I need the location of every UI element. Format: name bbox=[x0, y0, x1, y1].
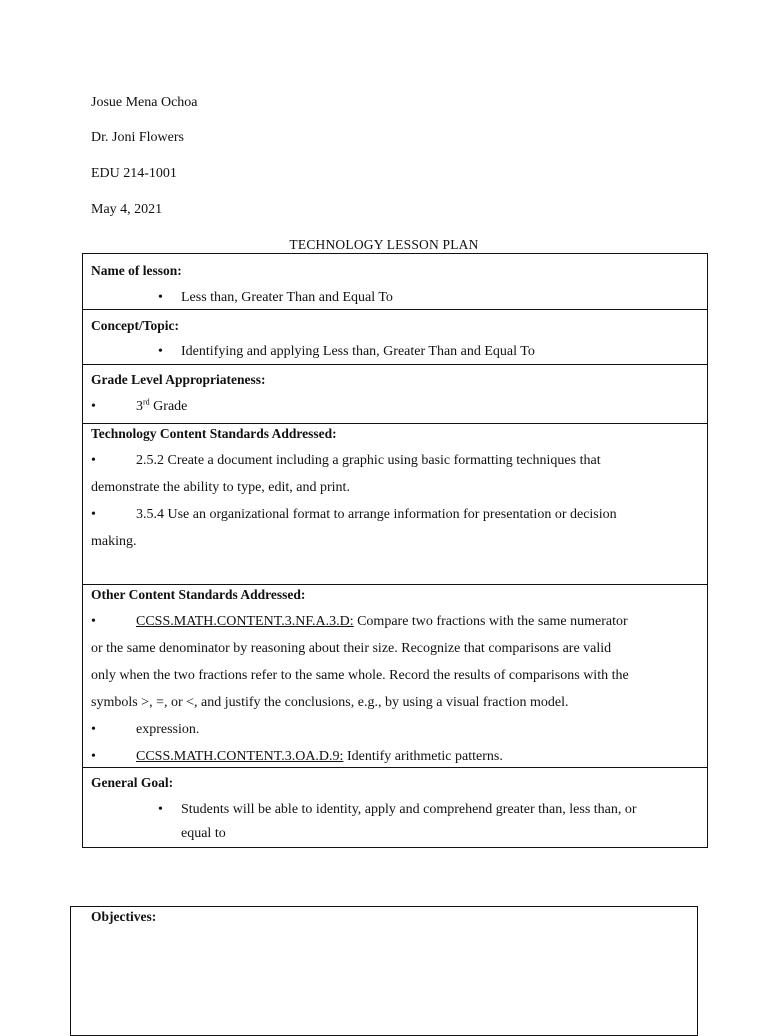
technology-standards-heading: Technology Content Standards Addressed: bbox=[91, 426, 337, 441]
section-other-standards bbox=[83, 584, 707, 767]
grade-level-heading: Grade Level Appropriateness: bbox=[91, 372, 266, 387]
other-standard-1-line-4: symbols >, =, or <, and justify the conclusions, e.g., by using a visual fraction model. bbox=[91, 695, 569, 710]
other-standard-1-line-2: or the same denominator by reasoning about their size. Recognize that comparisons are valid bbox=[91, 641, 612, 656]
bullet: • bbox=[158, 802, 163, 817]
bullet: • bbox=[91, 749, 96, 764]
bullet: • bbox=[91, 722, 96, 737]
section-name-of-lesson bbox=[83, 253, 707, 309]
course-code: EDU 214-1001 bbox=[91, 166, 177, 181]
bullet: • bbox=[91, 399, 96, 414]
lesson-plan-table bbox=[82, 253, 708, 848]
bullet: • bbox=[158, 344, 163, 359]
name-of-lesson-heading: Name of lesson: bbox=[91, 263, 182, 278]
other-standards-heading: Other Content Standards Addressed: bbox=[91, 587, 306, 602]
tech-standard-2-line-2: making. bbox=[91, 534, 137, 549]
tech-standard-1-line-2: demonstrate the ability to type, edit, and print. bbox=[91, 480, 350, 495]
objectives-heading: Objectives: bbox=[91, 909, 157, 924]
other-standard-3: CCSS.MATH.CONTENT.3.OA.D.9: Identify arithmetic patterns. bbox=[136, 749, 503, 764]
standard-code-link[interactable]: CCSS.MATH.CONTENT.3.OA.D.9: bbox=[136, 749, 344, 764]
instructor-name: Dr. Joni Flowers bbox=[91, 130, 184, 145]
concept-topic-heading: Concept/Topic: bbox=[91, 318, 180, 333]
bullet: • bbox=[91, 614, 96, 629]
other-standard-1-line-3: only when the two fractions refer to the same whole. Record the results of comparisons with the bbox=[91, 668, 629, 683]
bullet: • bbox=[158, 290, 163, 305]
grade-level-value: 3rd Grade bbox=[136, 397, 188, 414]
general-goal-line-1: Students will be able to identity, apply and comprehend greater than, less than, or bbox=[181, 802, 637, 817]
general-goal-heading: General Goal: bbox=[91, 775, 174, 790]
concept-topic-item: Identifying and applying Less than, Greater Than and Equal To bbox=[181, 344, 535, 359]
section-technology-standards bbox=[83, 423, 707, 584]
standard-code-link[interactable]: CCSS.MATH.CONTENT.3.NF.A.3.D: bbox=[136, 614, 354, 629]
other-standard-2: expression. bbox=[136, 722, 200, 737]
student-name: Josue Mena Ochoa bbox=[91, 95, 198, 110]
bullet: • bbox=[91, 507, 96, 522]
lesson-name: Less than, Greater Than and Equal To bbox=[181, 290, 393, 305]
section-general-goal bbox=[83, 767, 707, 848]
document-title: TECHNOLOGY LESSON PLAN bbox=[289, 237, 479, 252]
tech-standard-1-line-1: 2.5.2 Create a document including a graphic using basic formatting techniques that bbox=[136, 453, 601, 468]
section-grade-level bbox=[83, 364, 707, 423]
other-standard-1-line-1: CCSS.MATH.CONTENT.3.NF.A.3.D: Compare two fractions with the same numerator bbox=[136, 614, 628, 629]
objectives-box bbox=[70, 906, 698, 1036]
bullet: • bbox=[91, 453, 96, 468]
general-goal-line-2: equal to bbox=[181, 826, 226, 841]
date: May 4, 2021 bbox=[91, 202, 163, 217]
tech-standard-2-line-1: 3.5.4 Use an organizational format to arrange information for presentation or decision bbox=[136, 507, 617, 522]
section-concept-topic bbox=[83, 309, 707, 364]
